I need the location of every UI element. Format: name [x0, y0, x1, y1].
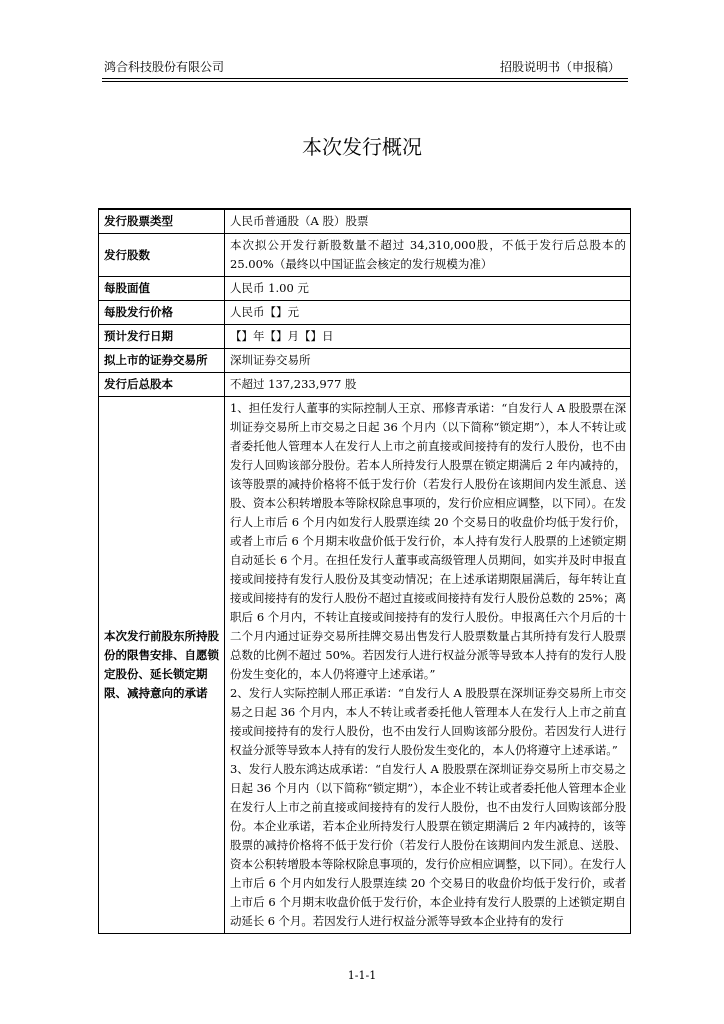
header-rule-thick [102, 78, 628, 79]
header-company: 鸿合科技股份有限公司 [104, 60, 225, 74]
lockup-paragraph-1: 1、担任发行人董事的实际控制人王京、邢修青承诺：“自发行人 A 股股票在深圳证券交易所上市交易之日起 36 个月内（以下简称“锁定期”），本人不转让或者委托他人管理本人在发行人上市之前直接或间接持有的发行人股份，也不由发行人回购该部分股份。若本人所持发行人股票在锁定期满后 2 年内减持的，该等股票的减持价格将不低于发行价（若发行人股份在该期间内发生派息、送股、资本公积转增股本等除权除息事项的，发行价应相应调整，以下同）。在发行人上市后 6 个月内如发行人股票连续 20 个交易日的收盘价均低于发行价，或者上市后 6 个月期末收盘价低于发行价，本人持有发行人股票的上述锁定期自动延长 6 个月。在担任发行人董事或高级管理人员期间，如实并及时申报直接或间接持有发行人股份及其变动情况；在上述承诺期限届满后，每年转让直接或间接持有的发行人股份不超过直接或间接持有发行人股份总数的 25%；离职后 6 个月内，不转让直接或间接持有的发行人股份。申报离任六个月后的十二个月内通过证券交易所挂牌交易出售发行人股票数量占其所持有发行人股票总数的比例不超过 50%。若因发行人进行权益分派等导致本人持有的发行人股份发生变化的，本人仍将遵守上述承诺。” [230, 401, 626, 681]
lockup-paragraph-3: 3、发行人股东鸿达成承诺：“自发行人 A 股股票在深圳证券交易所上市交易之日起 36 个月内（以下简称“锁定期”），本企业不转让或者委托他人管理本企业在发行人上市之前直接或间接持有的发行人股份，也不由发行人回购该部分股份。本企业承诺，若本企业所持发行人股票在锁定期满后 2 年内减持的，该等股票的减持价格将不低于发行价（若发行人股份在该期间内发生派息、送股、资本公积转增股本等除权除息事项的，发行价应相应调整，以下同）。在发行人上市后 6 个月内如发行人股票连续 20 个交易日的收盘价均低于发行价，或者上市后 6 个月期末收盘价低于发行价，本企业持有发行人股票的上述锁定期自动延长 6 个月。若因发行人进行权益分派等导致本企业持有的发行 [230, 762, 626, 928]
row-label-issue-date: 预计发行日期 [99, 325, 225, 349]
row-label-issue-price: 每股发行价格 [99, 301, 225, 325]
header-doc-type: 招股说明书（申报稿） [499, 60, 620, 74]
row-label-par-value: 每股面值 [99, 277, 225, 301]
row-label-total-shares: 发行后总股本 [99, 373, 225, 397]
table-row [99, 277, 631, 301]
row-label-share-count: 发行股数 [99, 234, 225, 277]
header-rule-thin [102, 81, 628, 82]
row-label-exchange: 拟上市的证券交易所 [99, 349, 225, 373]
row-value-issue-date: 【】年【】月【】日 [225, 325, 631, 349]
page-number: 1-1-1 [347, 969, 377, 982]
row-label-lockup: 本次发行前股东所持股份的限售安排、自愿锁定股份、延长锁定期限、减持意向的承诺 [99, 397, 225, 934]
table-row [99, 373, 631, 397]
row-label-stock-type: 发行股票类型 [99, 209, 225, 234]
offering-summary-table [98, 208, 631, 934]
table-row [99, 325, 631, 349]
table-row [99, 209, 631, 234]
row-value-par-value: 人民币 1.00 元 [225, 277, 631, 301]
table-row [99, 397, 631, 934]
row-value-stock-type: 人民币普通股（A 股）股票 [225, 209, 631, 234]
table-row [99, 349, 631, 373]
row-value-exchange: 深圳证券交易所 [225, 349, 631, 373]
row-value-total-shares: 不超过 137,233,977 股 [225, 373, 631, 397]
row-value-share-count: 本次拟公开发行新股数量不超过 34,310,000股，不低于发行后总股本的 25.00%（最终以中国证监会核定的发行规模为准） [225, 234, 631, 277]
lockup-paragraph-2: 2、发行人实际控制人邢正承诺：“自发行人 A 股股票在深圳证券交易所上市交易之日起 36 个月内，本人不转让或者委托他人管理本人在发行人上市之前直接或间接持有的发行人股份，也不由发行人回购该部分股份。若因发行人进行权益分派等导致本人持有的发行人股份发生变化的，本人仍将遵守上述承诺。” [230, 686, 626, 757]
table-row [99, 301, 631, 325]
table-row [99, 234, 631, 277]
row-value-issue-price: 人民币【】元 [225, 301, 631, 325]
row-value-lockup [225, 397, 631, 934]
page-title: 本次发行概况 [302, 135, 422, 159]
